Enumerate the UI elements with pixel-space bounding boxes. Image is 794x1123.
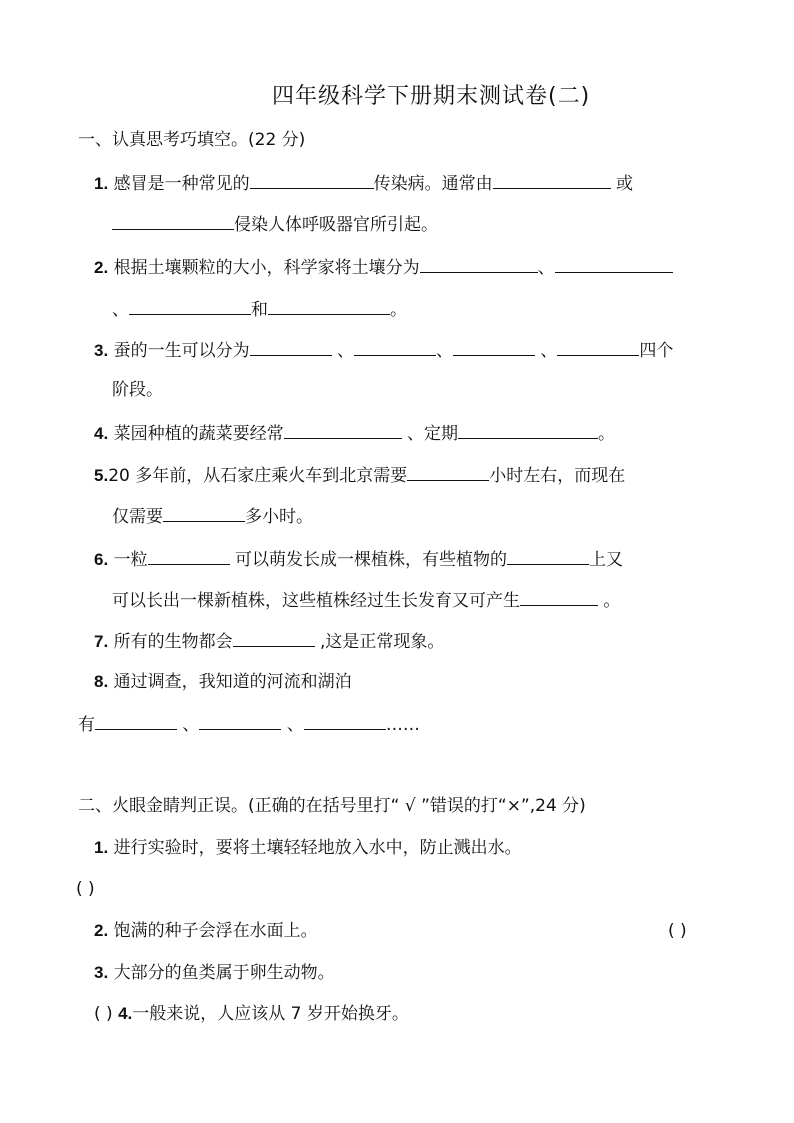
answer-paren[interactable]: ( ) — [76, 879, 95, 899]
section-one-heading: 一、认真思考巧填空。(22 分) — [78, 130, 306, 150]
page-title: 四年级科学下册期末测试卷(二) — [272, 84, 591, 109]
question-text: 传染病。通常由 — [373, 174, 493, 194]
section-two-heading: 二、火眼金睛判正误。(正确的在括号里打“ √ ”错误的打“×”,24 分) — [78, 796, 586, 816]
question-2-1 — [94, 837, 522, 859]
question-1-4 — [94, 421, 615, 445]
question-text: 大部分的鱼类属于卵生动物。 — [113, 963, 335, 983]
answer-blank[interactable] — [284, 421, 402, 439]
question-1-5-cont — [112, 504, 313, 528]
question-text: 进行实验时，要将土壤轻轻地放入水中，防止溅出水。 — [113, 838, 522, 858]
question-text: 所有的生物都会 — [113, 632, 233, 652]
question-number: 4. — [94, 424, 109, 443]
question-text: 通过调查，我知道的河流和湖泊 — [113, 672, 352, 692]
question-text: 和 — [251, 300, 268, 320]
question-text: 饱满的种子会浮在水面上。 — [113, 921, 318, 941]
answer-paren[interactable]: ( ) — [668, 921, 687, 941]
question-text: 。 — [603, 591, 621, 611]
question-text: 侵染人体呼吸器官所引起。 — [234, 215, 438, 235]
answer-blank[interactable] — [493, 171, 611, 189]
answer-blank[interactable] — [354, 338, 436, 356]
question-text: 有 — [78, 715, 95, 735]
question-text: 上又 — [589, 550, 623, 570]
question-number: 2. — [94, 258, 109, 277]
question-text: 、 — [540, 341, 558, 361]
answer-blank[interactable] — [458, 421, 598, 439]
question-number: 4. — [118, 1004, 133, 1023]
question-2-4 — [94, 1003, 409, 1025]
question-number: 2. — [94, 921, 109, 940]
answer-blank[interactable] — [520, 588, 598, 606]
question-text: 、 — [112, 300, 129, 320]
question-text: 一粒 — [113, 550, 148, 570]
answer-blank[interactable] — [148, 547, 230, 565]
question-text: 小时左右，而现在 — [489, 466, 626, 486]
question-text: 、 — [436, 341, 453, 361]
question-text: 一般来说，人应该从 7 岁开始换牙。 — [132, 1004, 409, 1024]
question-2-3 — [94, 962, 335, 984]
question-text: 感冒是一种常见的 — [113, 174, 250, 194]
answer-blank[interactable] — [420, 255, 538, 273]
question-text: 根据土壤颗粒的大小，科学家将土壤分为 — [113, 258, 420, 278]
answer-blank[interactable] — [250, 171, 374, 189]
question-1-8-cont — [78, 712, 420, 736]
answer-blank[interactable] — [268, 297, 390, 315]
question-text: 、定期 — [407, 424, 458, 444]
question-number: 1. — [94, 174, 109, 193]
answer-blank[interactable] — [453, 338, 535, 356]
question-1-3 — [94, 338, 673, 362]
question-text: 、 — [286, 715, 304, 735]
answer-blank[interactable] — [112, 212, 234, 230]
question-text: 四个 — [639, 341, 674, 361]
question-text: 20 多年前，从石家庄乘火车到北京需要 — [108, 466, 408, 486]
question-text: 可以萌发长成一棵植株，有些植物的 — [235, 550, 507, 570]
question-text: 菜园种植的蔬菜要经常 — [113, 424, 284, 444]
question-text: 仅需要 — [112, 507, 163, 527]
answer-blank[interactable] — [555, 255, 673, 273]
question-number: 3. — [94, 963, 109, 982]
question-1-5 — [94, 463, 625, 487]
answer-blank[interactable] — [250, 338, 332, 356]
question-2-2 — [94, 920, 318, 942]
answer-blank[interactable] — [304, 712, 386, 730]
question-1-2 — [94, 255, 673, 279]
question-1-7 — [94, 629, 444, 653]
question-number: 7. — [94, 632, 109, 651]
question-text: 。 — [598, 424, 615, 444]
question-text: 、 — [337, 341, 354, 361]
answer-blank[interactable] — [507, 547, 589, 565]
question-1-1 — [94, 171, 633, 195]
question-1-3-cont: 阶段。 — [112, 380, 163, 400]
question-1-6 — [94, 547, 623, 571]
question-text: 可以长出一棵新植株，这些植株经过生长发育又可产生 — [112, 591, 520, 611]
question-text: …… — [385, 715, 420, 735]
question-1-6-cont — [112, 588, 620, 612]
answer-paren[interactable]: ( ) — [94, 1004, 113, 1024]
answer-blank[interactable] — [557, 338, 639, 356]
question-1-8 — [94, 671, 352, 693]
question-number: 6. — [94, 550, 109, 569]
question-1-2-cont — [112, 297, 407, 321]
question-number: 3. — [94, 341, 109, 360]
answer-blank[interactable] — [407, 463, 489, 481]
question-number: 1. — [94, 838, 109, 857]
question-text: 、 — [182, 715, 200, 735]
question-text: 蚕的一生可以分为 — [113, 341, 250, 361]
question-text: 。 — [390, 300, 407, 320]
question-text: 或 — [616, 174, 633, 194]
question-text: 、 — [537, 258, 555, 278]
answer-blank[interactable] — [199, 712, 281, 730]
question-number: 8. — [94, 672, 109, 691]
question-1-1-cont — [112, 212, 438, 236]
answer-blank[interactable] — [95, 712, 177, 730]
answer-blank[interactable] — [129, 297, 251, 315]
question-number: 5. — [94, 466, 109, 485]
answer-blank[interactable] — [163, 504, 245, 522]
question-text: 多小时。 — [245, 507, 313, 527]
answer-blank[interactable] — [233, 629, 315, 647]
question-text: ,这是正常现象。 — [320, 632, 445, 652]
